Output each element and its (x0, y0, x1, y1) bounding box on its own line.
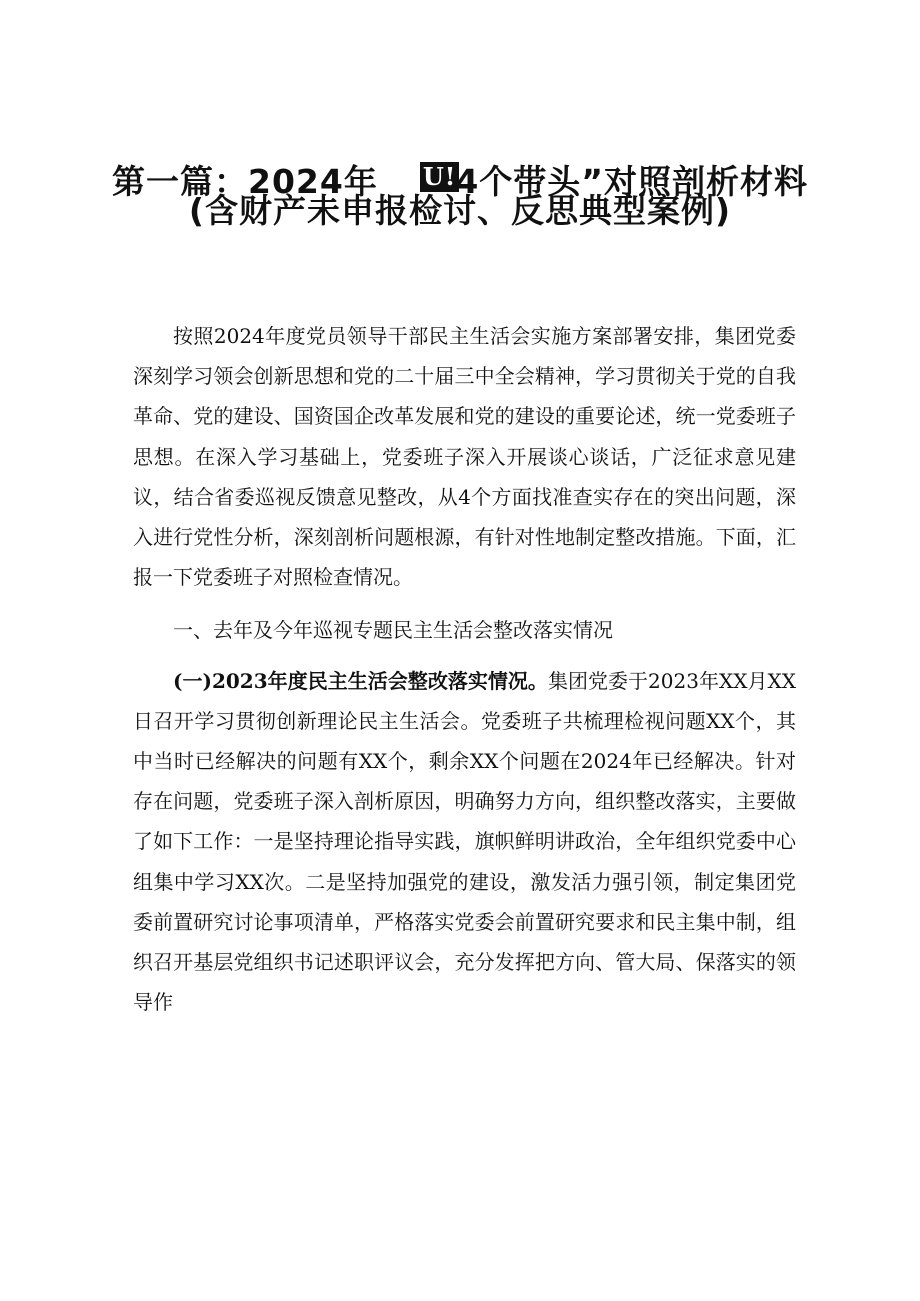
intro-paragraph: 按照2024年度党员领导干部民主生活会实施方案部署安排，集团党委深刻学习领会创新思想和党的二十届三中全会精神，学习贯彻关于党的自我革命、党的建设、国资国企改革发展和党的建设的重要论述，统一党委班子思想。在深入学习基础上，党委班子深入开展谈心谈话，广泛征求意见建议，结合省委巡视反馈意见整改，从4个方面找准查实存在的突出问题，深入进行党性分析，深刻剖析问题根源，有针对性地制定整改措施。下面，汇报一下党委班子对照检查情况。 (133, 324, 796, 590)
section-heading: 一、去年及今年巡视专题民主生活会整改落实情况 (173, 618, 613, 643)
subsection-paragraph (133, 661, 796, 1023)
document-title-line-2: (含财产未申报检讨、反思典型案例) (188, 191, 732, 230)
rendering-glitch-glyph: U! (420, 162, 459, 192)
subsection-body: 集团党委于2023年XX月XX日召开学习贯彻创新理论民主生活会。党委班子共梳理检视问题XX个，其中当时已经解决的问题有XX个，剩余XX个问题在2024年已经解决。针对存在问题，党委班子深入剖析原因，明确努力方向，组织整改落实，主要做了如下工作：一是坚持理论指导实践，旗帜鲜明讲政治，全年组织党委中心组集中学习XX次。二是坚持加强党的建设，激发活力强引领，制定集团党委前置研究讨论事项清单，严格落实党委会前置研究要求和民主集中制，组织召开基层党组织书记述职评议会，充分发挥把方向、管大局、保落实的领导作 (133, 668, 796, 1015)
subsection-title: (一)2023年度民主生活会整改落实情况。 (173, 668, 548, 693)
title-suffix: 4个带头”对照剖析材料 (455, 162, 808, 201)
title-prefix: 第一篇：2024年 (112, 162, 378, 201)
document-body (133, 316, 796, 1022)
